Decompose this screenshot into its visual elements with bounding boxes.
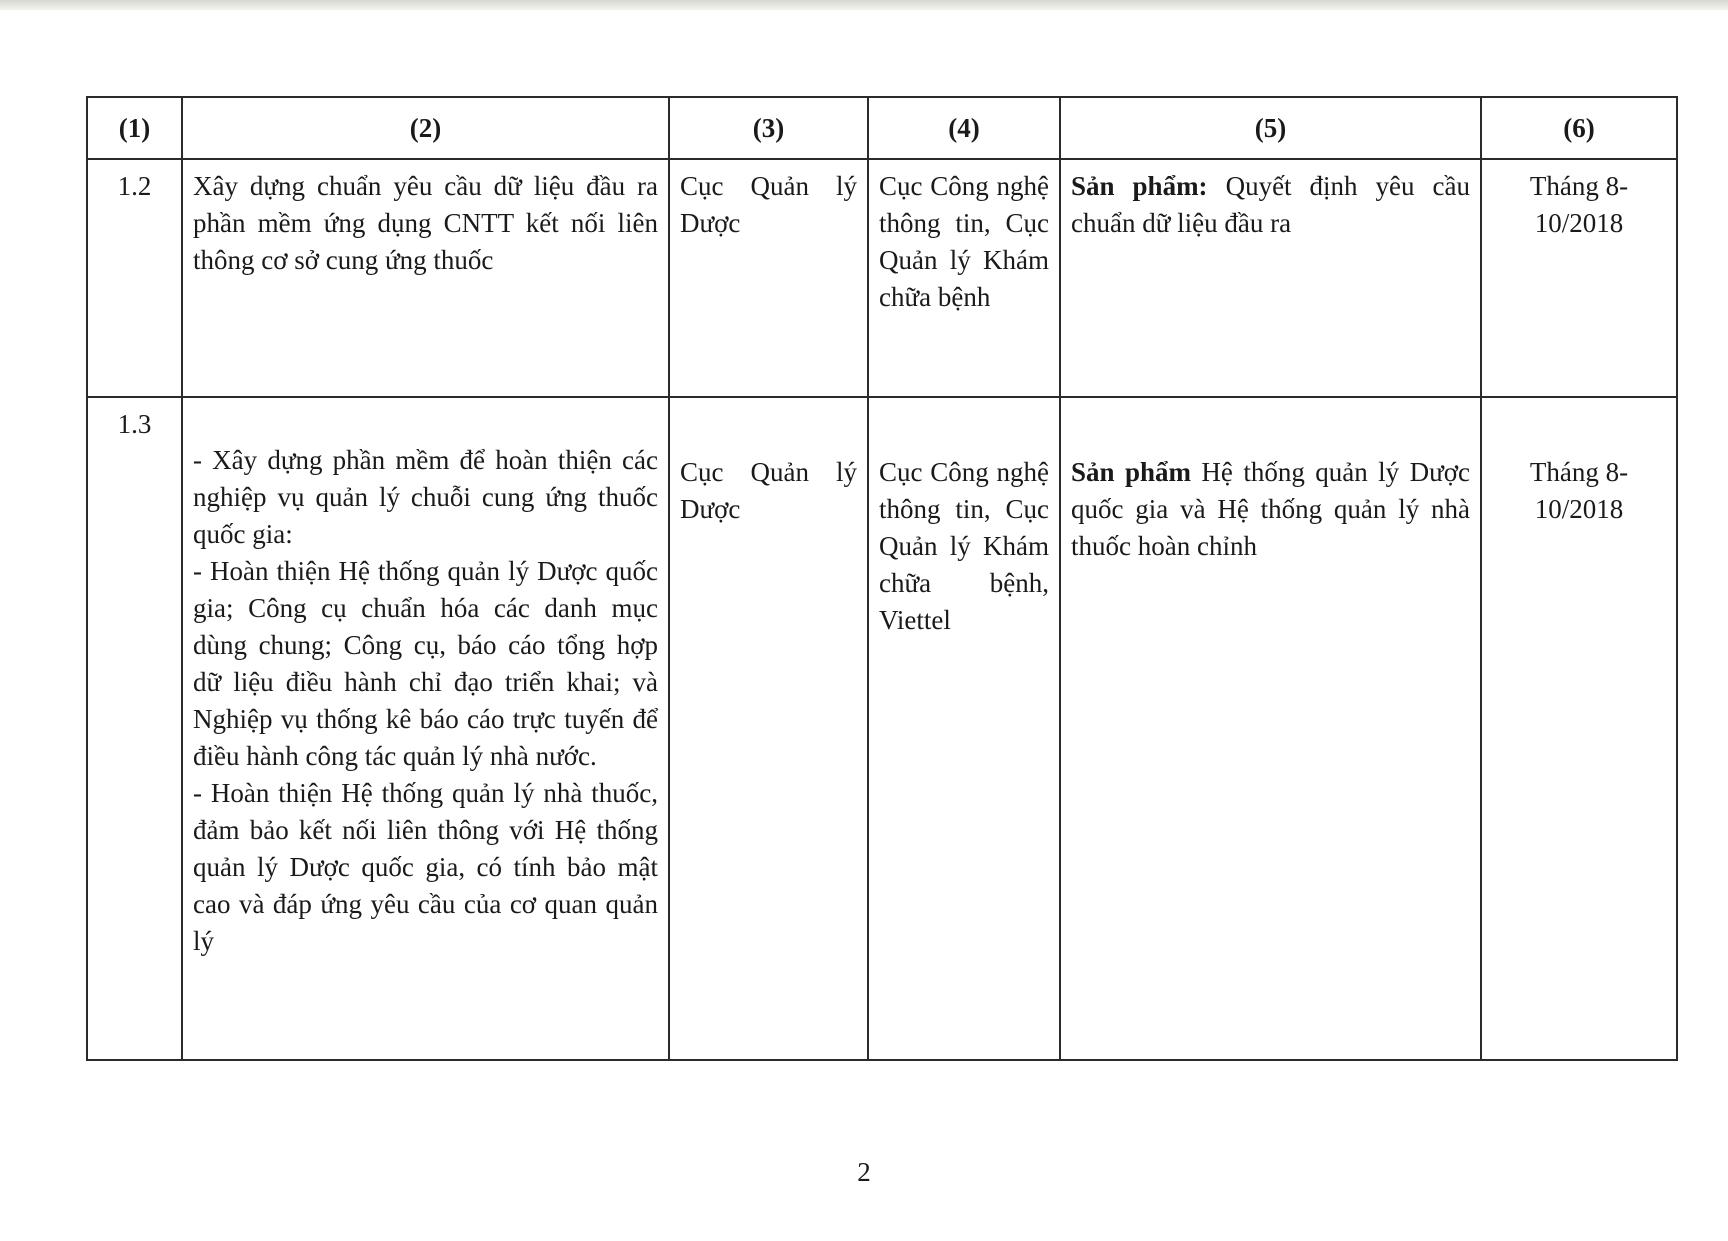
product-label: Sản phẩm: <box>1071 171 1208 201</box>
table-row <box>87 159 1677 397</box>
page-number: 2 <box>857 1157 871 1187</box>
row-number: 1.2 <box>87 159 182 397</box>
lead-unit-text: Cục Quản lý Dược <box>680 457 857 524</box>
header-col-6: (6) <box>1481 97 1677 159</box>
task-description <box>182 159 669 397</box>
header-col-1: (1) <box>87 97 182 159</box>
time-cell <box>1481 397 1677 1060</box>
task-paragraph: - Hoàn thiện Hệ thống quản lý Dược quốc gia; Công cụ chuẩn hóa các danh mục dùng chung; Công cụ, báo cáo tổng hợp dữ liệu điều hành chỉ đạo triển khai; và Nghiệp vụ thống kê báo cáo trực tuyến để điều hành công tác quản lý nhà nước. <box>193 556 658 771</box>
product-cell <box>1060 159 1481 397</box>
product-label: Sản phẩm <box>1071 457 1191 487</box>
table-row <box>87 397 1677 1060</box>
header-col-2: (2) <box>182 97 669 159</box>
coordinating-unit: Cục Công nghệ thông tin, Cục Quản lý Khám chữa bệnh <box>868 159 1060 397</box>
task-paragraph: - Hoàn thiện Hệ thống quản lý nhà thuốc, đảm bảo kết nối liên thông với Hệ thống quản lý Dược quốc gia, có tính bảo mật cao và đáp ứng yêu cầu của cơ quan quản lý <box>193 778 658 956</box>
scan-top-edge <box>0 0 1728 10</box>
product-text: Hệ thống quản lý Dược quốc gia và Hệ thống quản lý nhà thuốc hoàn chỉnh <box>1071 457 1470 561</box>
time-text: Tháng 8-10/2018 <box>1529 457 1629 524</box>
task-paragraph: Xây dựng chuẩn yêu cầu dữ liệu đầu ra phần mềm ứng dụng CNTT kết nối liên thông cơ sở cung ứng thuốc <box>193 171 658 275</box>
header-col-5: (5) <box>1060 97 1481 159</box>
lead-unit <box>669 397 868 1060</box>
table-header-row <box>87 97 1677 159</box>
coordinating-unit <box>868 397 1060 1060</box>
task-table <box>86 96 1678 1061</box>
product-cell <box>1060 397 1481 1060</box>
header-col-3: (3) <box>669 97 868 159</box>
task-paragraph: - Xây dựng phần mềm để hoàn thiện các nghiệp vụ quản lý chuỗi cung ứng thuốc quốc gia: <box>193 445 658 549</box>
time-cell: Tháng 8-10/2018 <box>1481 159 1677 397</box>
lead-unit: Cục Quản lý Dược <box>669 159 868 397</box>
task-description <box>182 397 669 1060</box>
coordinating-unit-text: Cục Công nghệ thông tin, Cục Quản lý Khám chữa bệnh, Viettel <box>879 457 1049 635</box>
product-text: Quyết định yêu cầu chuẩn dữ liệu đầu ra <box>1071 171 1471 238</box>
header-col-4: (4) <box>868 97 1060 159</box>
row-number: 1.3 <box>87 397 182 1060</box>
